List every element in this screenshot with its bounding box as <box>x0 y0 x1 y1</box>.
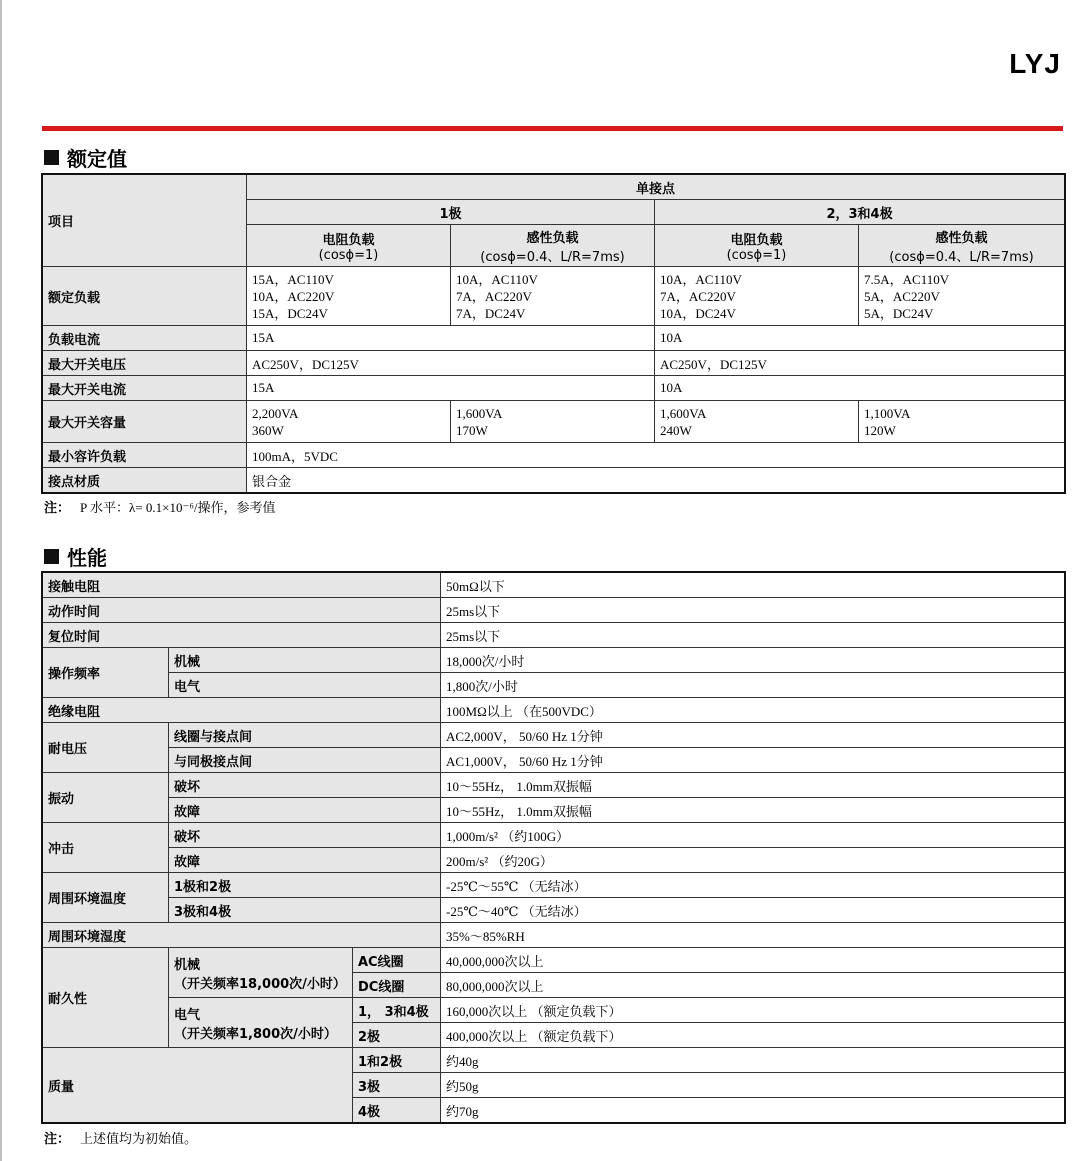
row-label-load-current: 负载电流 <box>43 326 247 351</box>
label-dielectric: 耐电压 <box>43 723 169 773</box>
label-endurance-mechanical: 机械 （开关频率18,000次/小时） <box>169 948 353 998</box>
value-insulation: 100MΩ以上 （在500VDC） <box>441 698 1065 723</box>
value-shock-destruction: 1,000m/s² （约100G） <box>441 823 1065 848</box>
label-ambient-temperature: 周围环境温度 <box>43 873 169 923</box>
max-capacity-c1: 2,200VA 360W <box>247 401 451 443</box>
label-pole2: 2极 <box>353 1023 441 1048</box>
rated-load-c1: 15A，AC110V 10A，AC220V 15A，DC24V <box>247 267 451 326</box>
value-ac-coil: 40,000,000次以上 <box>441 948 1065 973</box>
value-mass-pole12: 约40g <box>441 1048 1065 1073</box>
performance-section-heading <box>44 542 107 571</box>
value-freq-electrical: 1,800次/小时 <box>441 673 1065 698</box>
performance-note: 注： 上述值均为初始值。 <box>44 1131 198 1147</box>
load-current-a: 15A <box>247 326 655 351</box>
rated-load-c3: 10A，AC110V 7A，AC220V 10A，DC24V <box>655 267 859 326</box>
row-label-contact-material: 接点材质 <box>43 468 247 493</box>
rating-title: 额定值 <box>67 147 127 171</box>
label-vibration-malfunction: 故障 <box>169 798 441 823</box>
max-voltage-b: AC250V，DC125V <box>655 351 1065 376</box>
label-temp-pole12: 1极和2极 <box>169 873 441 898</box>
label-shock-malfunction: 故障 <box>169 848 441 873</box>
header-item: 项目 <box>43 175 247 267</box>
label-ambient-humidity: 周围环境湿度 <box>43 923 441 948</box>
label-endurance: 耐久性 <box>43 948 169 1048</box>
label-mass-pole12: 1和2极 <box>353 1048 441 1073</box>
label-operate-time: 动作时间 <box>43 598 441 623</box>
header-res-load-1: 电阻负载 (cosϕ=1) <box>247 225 451 267</box>
value-temp-pole12: -25℃～55℃ （无结冰） <box>441 873 1065 898</box>
max-current-a: 15A <box>247 376 655 401</box>
label-insulation: 绝缘电阻 <box>43 698 441 723</box>
label-pole134: 1， 3和4极 <box>353 998 441 1023</box>
value-vibration-destruction: 10～55Hz， 1.0mm双振幅 <box>441 773 1065 798</box>
label-mass-pole4: 4极 <box>353 1098 441 1123</box>
max-capacity-c2: 1,600VA 170W <box>451 401 655 443</box>
max-capacity-c4: 1,100VA 120W <box>859 401 1065 443</box>
header-ind-load-2: 感性负载 (cosϕ=0.4、L/R=7ms) <box>859 225 1065 267</box>
value-contact-resistance: 50mΩ以下 <box>441 573 1065 598</box>
value-dc-coil: 80,000,000次以上 <box>441 973 1065 998</box>
row-label-max-current: 最大开关电流 <box>43 376 247 401</box>
label-vibration: 振动 <box>43 773 169 823</box>
label-endurance-electrical: 电气 （开关频率1,800次/小时） <box>169 998 353 1048</box>
header-ind-load-1: 感性负载 (cosϕ=0.4、L/R=7ms) <box>451 225 655 267</box>
header-single-contact: 单接点 <box>247 175 1065 200</box>
header-divider <box>42 126 1063 131</box>
min-load-value: 100mA，5VDC <box>247 443 1065 468</box>
value-mass-pole3: 约50g <box>441 1073 1065 1098</box>
rated-load-c4: 7.5A，AC110V 5A，AC220V 5A，DC24V <box>859 267 1065 326</box>
row-label-max-capacity: 最大开关容量 <box>43 401 247 443</box>
square-bullet-icon <box>44 549 59 564</box>
max-current-b: 10A <box>655 376 1065 401</box>
rating-table <box>42 174 1065 493</box>
value-dielectric-same-pole: AC1,000V， 50/60 Hz 1分钟 <box>441 748 1065 773</box>
page-left-border <box>0 0 2 1161</box>
performance-title: 性能 <box>67 546 107 570</box>
value-release-time: 25ms以下 <box>441 623 1065 648</box>
value-vibration-malfunction: 10～55Hz， 1.0mm双振幅 <box>441 798 1065 823</box>
value-ambient-humidity: 35%～85%RH <box>441 923 1065 948</box>
label-operating-frequency: 操作频率 <box>43 648 169 698</box>
value-mass-pole4: 约70g <box>441 1098 1065 1123</box>
row-label-rated-load: 额定负载 <box>43 267 247 326</box>
rated-load-c2: 10A，AC110V 7A，AC220V 7A，DC24V <box>451 267 655 326</box>
rating-note: 注： P 水平：λ= 0.1×10⁻⁶/操作，参考值 <box>44 500 276 516</box>
label-freq-mechanical: 机械 <box>169 648 441 673</box>
label-release-time: 复位时间 <box>43 623 441 648</box>
label-shock: 冲击 <box>43 823 169 873</box>
label-freq-electrical: 电气 <box>169 673 441 698</box>
header-pole1: 1极 <box>247 200 655 225</box>
value-operate-time: 25ms以下 <box>441 598 1065 623</box>
max-voltage-a: AC250V，DC125V <box>247 351 655 376</box>
model-name: LYJ <box>1009 48 1061 79</box>
row-label-max-voltage: 最大开关电压 <box>43 351 247 376</box>
label-dc-coil: DC线圈 <box>353 973 441 998</box>
label-vibration-destruction: 破坏 <box>169 773 441 798</box>
value-temp-pole34: -25℃～40℃ （无结冰） <box>441 898 1065 923</box>
label-shock-destruction: 破坏 <box>169 823 441 848</box>
value-freq-mechanical: 18,000次/小时 <box>441 648 1065 673</box>
label-ac-coil: AC线圈 <box>353 948 441 973</box>
rating-section-heading <box>44 143 127 172</box>
header-pole234: 2，3和4极 <box>655 200 1065 225</box>
header-res-load-2: 电阻负载 (cosϕ=1) <box>655 225 859 267</box>
label-mass: 质量 <box>43 1048 353 1123</box>
value-dielectric-coil: AC2,000V， 50/60 Hz 1分钟 <box>441 723 1065 748</box>
max-capacity-c3: 1,600VA 240W <box>655 401 859 443</box>
value-pole134: 160,000次以上 （额定负载下） <box>441 998 1065 1023</box>
square-bullet-icon <box>44 150 59 165</box>
performance-table <box>42 572 1065 1123</box>
label-contact-resistance: 接触电阻 <box>43 573 441 598</box>
load-current-b: 10A <box>655 326 1065 351</box>
row-label-min-load: 最小容许负载 <box>43 443 247 468</box>
label-dielectric-coil: 线圈与接点间 <box>169 723 441 748</box>
value-pole2: 400,000次以上 （额定负载下） <box>441 1023 1065 1048</box>
value-shock-malfunction: 200m/s² （约20G） <box>441 848 1065 873</box>
label-dielectric-same-pole: 与同极接点间 <box>169 748 441 773</box>
label-temp-pole34: 3极和4极 <box>169 898 441 923</box>
contact-material-value: 银合金 <box>247 468 1065 493</box>
label-mass-pole3: 3极 <box>353 1073 441 1098</box>
